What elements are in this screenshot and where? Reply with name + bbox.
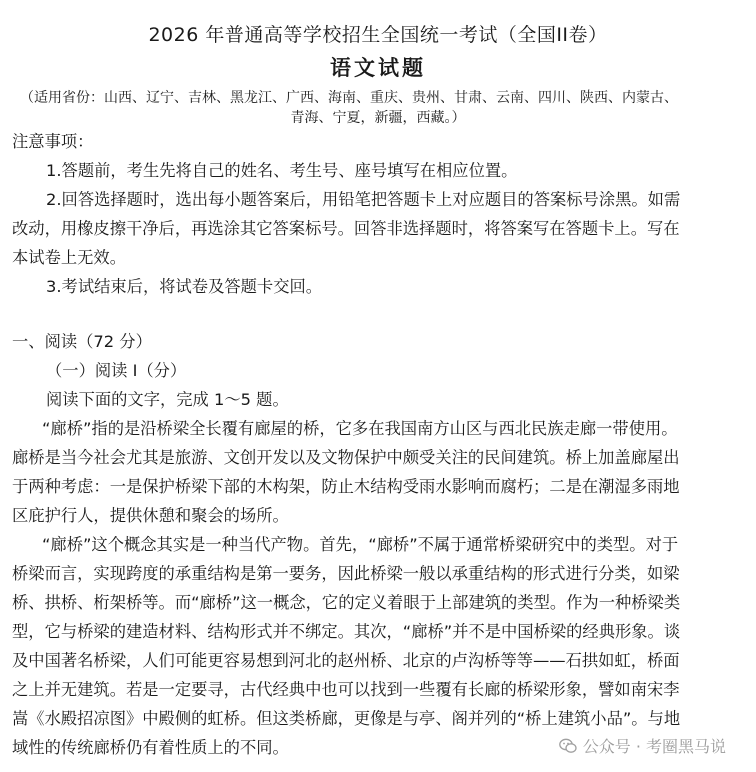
exam-title: 2026 年普通高等学校招生全国统一考试（全国II卷）: [148, 24, 608, 46]
note-line-5: 3.考试结束后，将试卷及答题卡交回。: [46, 277, 323, 296]
note-line-4: 本试卷上无效。: [12, 248, 126, 267]
passage-line-8: 型，它与桥梁的建造材料、结构形式并不绑定。其次，“廊桥”并不是中国桥梁的经典形象。谈: [12, 622, 681, 641]
note-line-2: 2.回答选择题时，选出每小题答案后，用铅笔把答题卡上对应题目的答案标号涂黑。如需: [46, 190, 681, 209]
passage-line-1: “廊桥”指的是沿桥梁全长覆有廊屋的桥，它多在我国南方山区与西北民族走廊一带使用。: [42, 419, 678, 438]
section-heading: 一、阅读（72 分）: [12, 332, 152, 351]
passage-line-2: 廊桥是当今社会尤其是旅游、文创开发以及文物保护中颇受关注的民间建筑。桥上加盖廊屋出: [12, 448, 680, 467]
passage-line-10: 之上并无建筑。若是一定要寻，古代经典中也可以找到一些覆有长廊的桥梁形象，譬如南宋李: [12, 680, 680, 699]
provinces-line-1: （适用省份：山西、辽宁、吉林、黑龙江、广西、海南、重庆、贵州、甘肃、云南、四川、陕西、内蒙古、: [20, 90, 678, 106]
provinces-line-2: 青海、宁夏，新疆，西藏。）: [290, 110, 466, 126]
watermark: [559, 734, 726, 757]
passage-line-5: “廊桥”这个概念其实是一种当代产物。首先，“廊桥”不属于通常桥梁研究中的类型。对于: [42, 535, 679, 554]
watermark-text: 公众号 · 考圈黑马说: [582, 737, 726, 756]
exam-subtitle: 语文试题: [330, 56, 426, 80]
note-line-1: 1.答题前，考生先将自己的姓名、考生号、座号填写在相应位置。: [46, 161, 518, 180]
notes-heading: 注意事项：: [12, 132, 94, 151]
wechat-icon: [559, 738, 577, 754]
passage-line-9: 及中国著名桥梁，人们可能更容易想到河北的赵州桥、北京的卢沟桥等等——石拱如虹，桥面: [12, 651, 680, 670]
section-sub-heading: （一）阅读 I（分）: [46, 361, 187, 380]
passage-line-12: 域性的传统廊桥仍有着性质上的不同。: [12, 738, 289, 757]
passage-line-4: 区庇护行人，提供休憩和聚会的场所。: [12, 506, 289, 525]
passage-line-3: 于两种考虑：一是保护桥梁下部的木构架，防止木结构受雨水影响而腐朽；二是在潮湿多雨地: [12, 477, 680, 496]
note-line-3: 改动，用橡皮擦干净后，再选涂其它答案标号。回答非选择题时，将答案写在答题卡上。写在: [12, 219, 680, 238]
section-instruction: 阅读下面的文字，完成 1～5 题。: [46, 390, 289, 409]
passage-line-11: 嵩《水殿招凉图》中殿侧的虹桥。但这类桥廊，更像是与亭、阁并列的“桥上建筑小品”。与地: [12, 709, 681, 728]
passage-line-6: 桥梁而言，实现跨度的承重结构是第一要务，因此桥梁一般以承重结构的形式进行分类，如梁: [12, 564, 680, 583]
passage-line-7: 桥、拱桥、桁架桥等。而“廊桥”这一概念，它的定义着眼于上部建筑的类型。作为一种桥梁类: [12, 593, 681, 612]
